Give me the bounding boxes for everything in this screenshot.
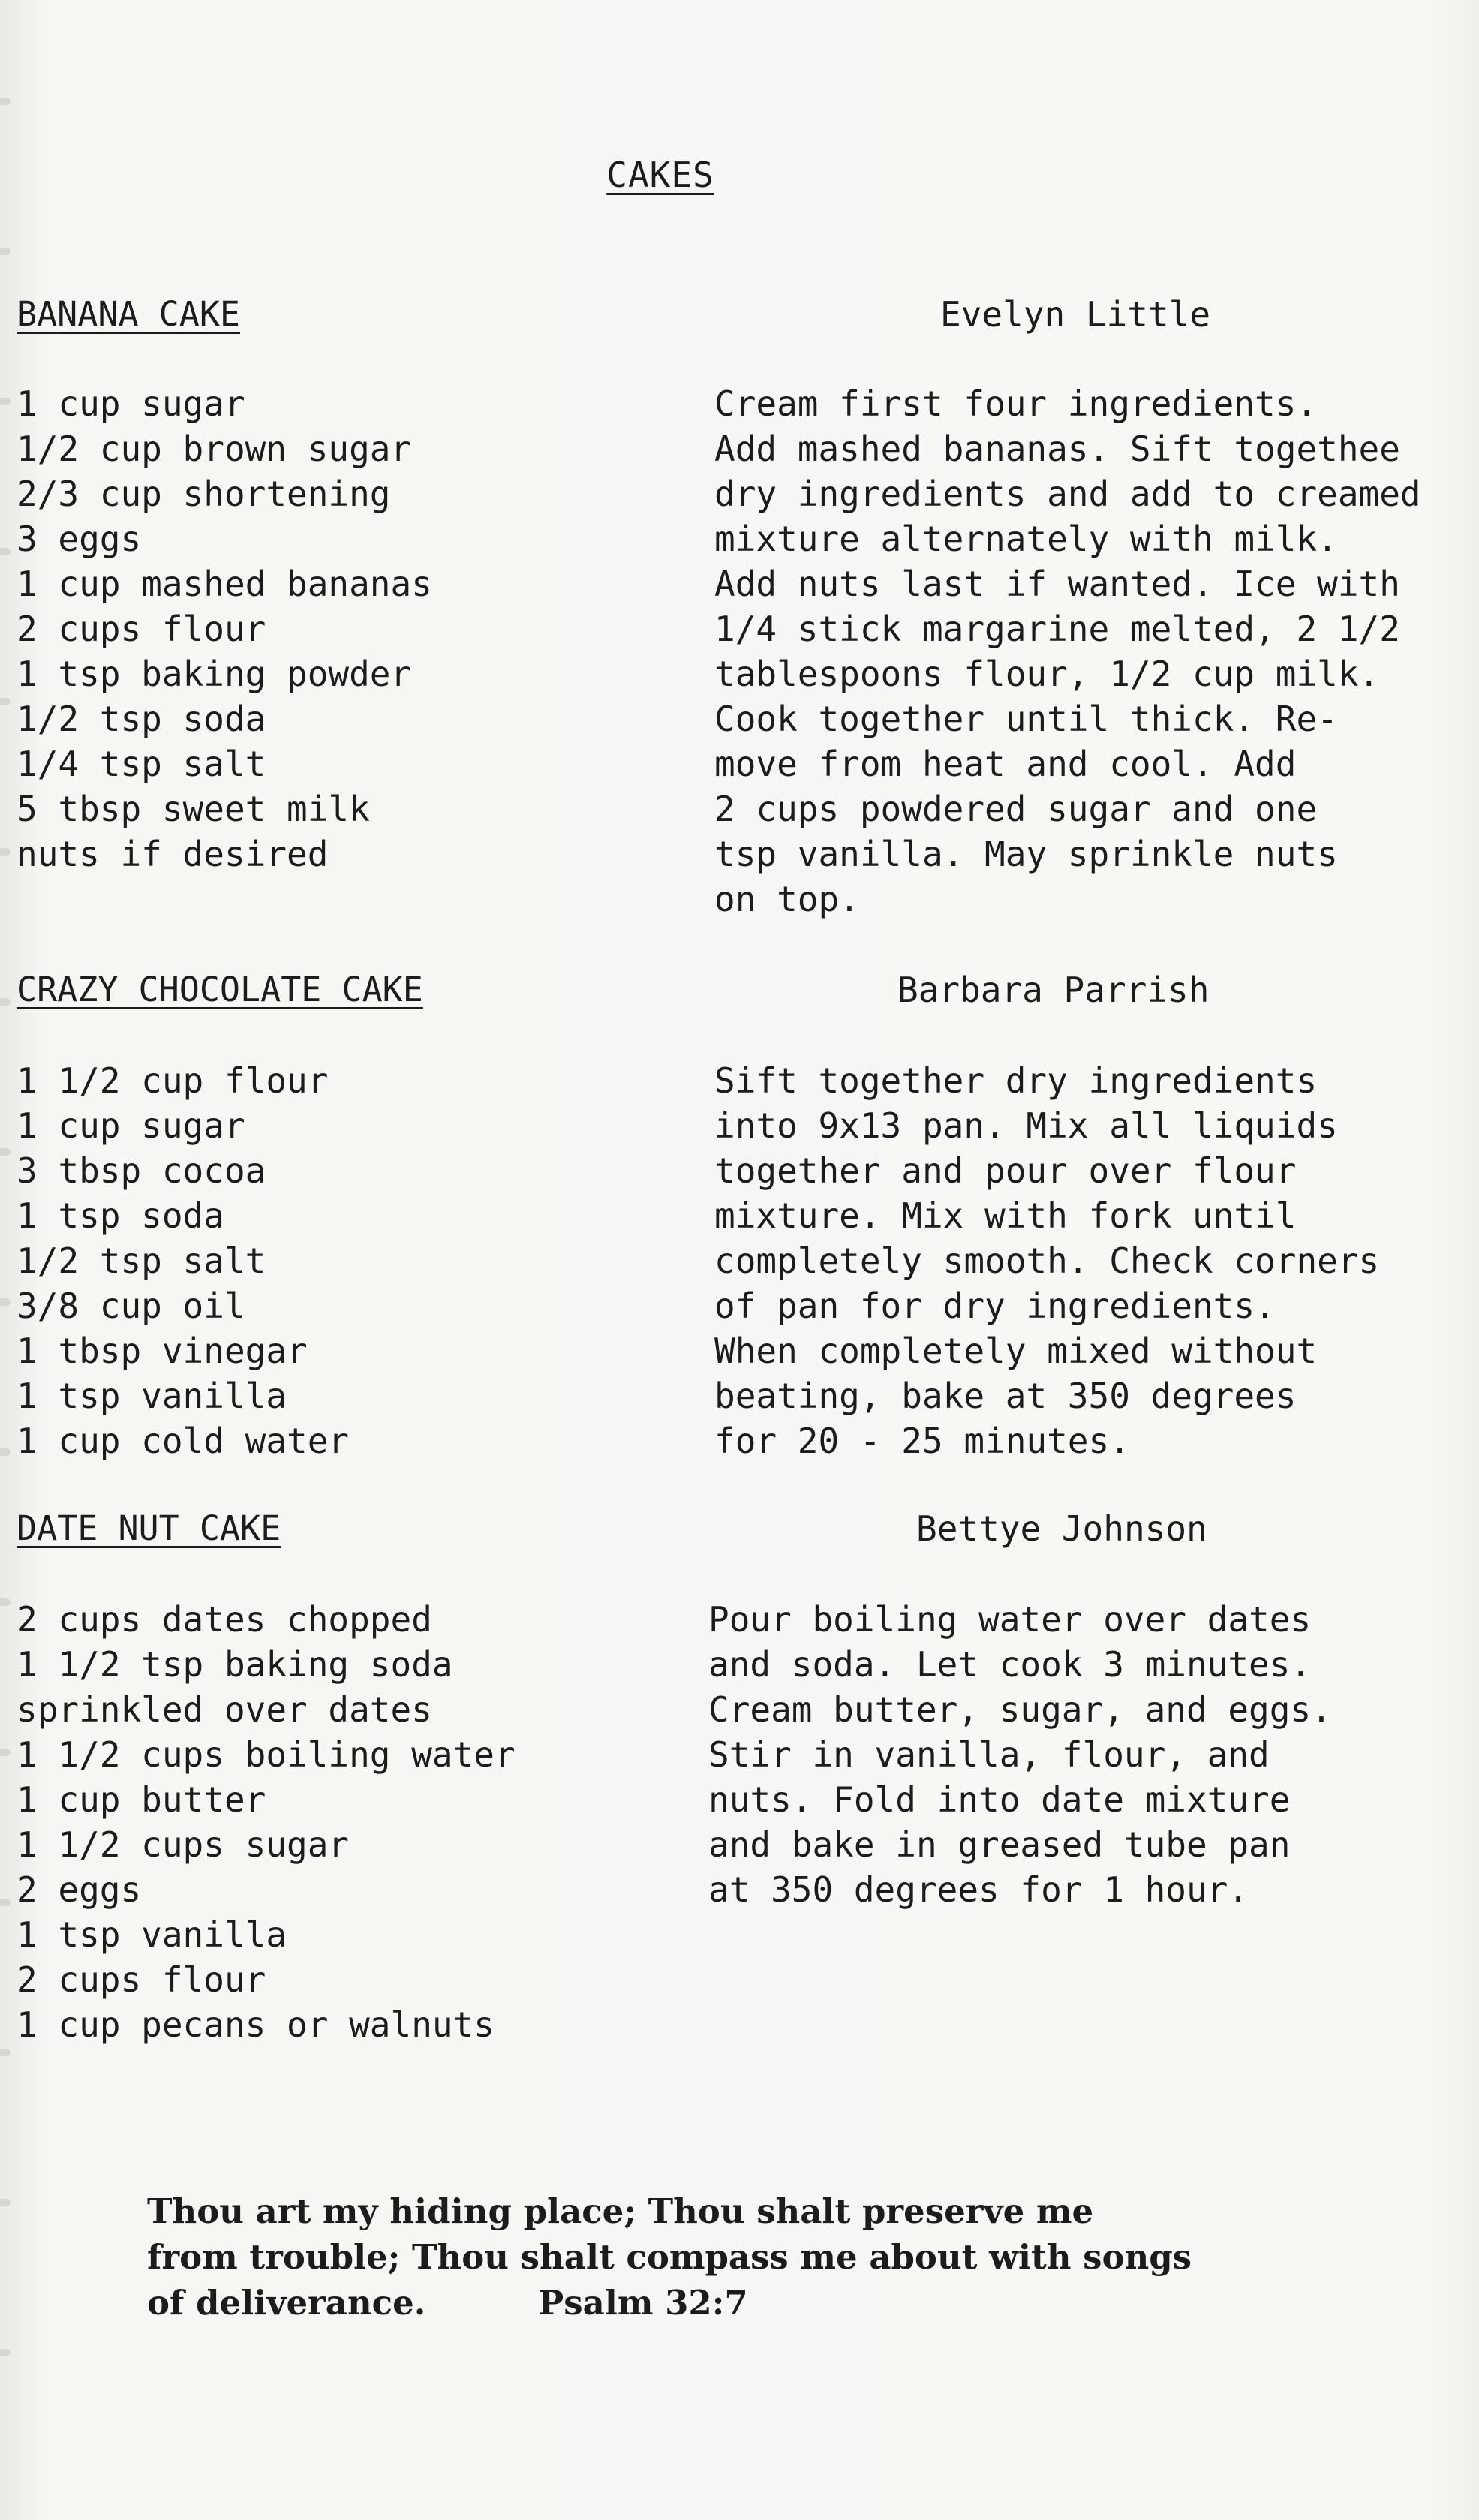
ingredient-item: 1 tbsp vinegar — [17, 1331, 308, 1371]
ingredient-item: 1 cup cold water — [17, 1421, 350, 1461]
instruction-line: of pan for dry ingredients. — [714, 1286, 1276, 1326]
verse-line — [147, 2280, 1192, 2326]
binding-hole — [0, 1148, 11, 1156]
instruction-line: into 9x13 pan. Mix all liquids — [714, 1105, 1338, 1146]
ingredient-item: 1/2 cup brown sugar — [17, 429, 412, 469]
instruction-lines — [708, 1597, 1332, 1912]
ingredient-item: 1 cup butter — [17, 1779, 266, 1820]
binding-hole — [0, 1298, 11, 1306]
instruction-line: for 20 - 25 minutes. — [714, 1421, 1130, 1461]
instruction-line: mixture. Mix with fork until — [714, 1195, 1297, 1236]
verse-line: from trouble; Thou shalt compass me about with songs — [147, 2237, 1192, 2277]
recipe-author: Bettye Johnson — [916, 1508, 1207, 1549]
ingredient-item: 1 cup pecans or walnuts — [17, 2004, 495, 2045]
recipe-author: Evelyn Little — [940, 294, 1211, 335]
page-title: CAKES — [606, 155, 714, 195]
ingredient-item: 1/2 tsp salt — [17, 1240, 266, 1281]
binding-hole — [0, 548, 11, 555]
instruction-line: on top. — [714, 879, 860, 919]
binding-hole — [0, 398, 11, 405]
binding-hole — [0, 2049, 11, 2056]
ingredient-list — [17, 1597, 516, 2047]
recipe-title: BANANA CAKE — [17, 294, 241, 334]
ingredient-item: nuts if desired — [17, 834, 329, 874]
ingredient-item: 1 tsp vanilla — [17, 1376, 287, 1416]
binding-hole — [0, 98, 11, 105]
ingredient-item: 1 tsp vanilla — [17, 1914, 287, 1955]
instruction-line: Sift together dry ingredients — [714, 1060, 1318, 1101]
instruction-line: mixture alternately with milk. — [714, 519, 1338, 559]
instruction-line: together and pour over flour — [714, 1150, 1297, 1191]
verse-line-text: of deliverance. — [147, 2283, 426, 2323]
instruction-line: Cook together until thick. Re- — [714, 699, 1338, 739]
ingredient-item: 1 1/2 cups boiling water — [17, 1734, 516, 1775]
ingredient-list — [17, 381, 432, 877]
binding-hole — [0, 998, 11, 1006]
instruction-line: Cream butter, sugar, and eggs. — [708, 1689, 1332, 1730]
instruction-lines — [714, 381, 1421, 922]
binding-hole — [0, 1749, 11, 1756]
recipe-title: CRAZY CHOCOLATE CAKE — [17, 970, 423, 1009]
binding-hole — [0, 848, 11, 856]
ingredient-item: 1 cup mashed bananas — [17, 564, 432, 604]
instruction-lines — [714, 1058, 1379, 1463]
instruction-line: When completely mixed without — [714, 1331, 1318, 1371]
instruction-line: Add mashed bananas. Sift togethee — [714, 429, 1400, 469]
ingredient-item: 1 1/2 cups sugar — [17, 1824, 350, 1865]
ingredient-item: 5 tbsp sweet milk — [17, 789, 370, 829]
ingredient-item: 3 eggs — [17, 519, 142, 559]
binding-hole — [0, 248, 11, 255]
ingredient-item: 1/2 tsp soda — [17, 699, 266, 739]
verse-line: Thou art my hiding place; Thou shalt preserve me — [147, 2191, 1094, 2231]
ingredient-item: 2 cups dates chopped — [17, 1599, 432, 1640]
instruction-line: tsp vanilla. May sprinkle nuts — [714, 834, 1338, 874]
instruction-line: Stir in vanilla, flour, and — [708, 1734, 1270, 1775]
ingredient-item: 1 tsp soda — [17, 1195, 224, 1236]
instruction-line: and bake in greased tube pan — [708, 1824, 1291, 1865]
scripture-verse — [147, 2188, 1192, 2326]
ingredient-list — [17, 1058, 349, 1463]
binding-hole — [0, 1598, 11, 1606]
ingredient-item: 2 eggs — [17, 1869, 142, 1910]
binding-hole — [0, 1899, 11, 1906]
binding-hole — [0, 2349, 11, 2356]
instruction-line: move from heat and cool. Add — [714, 744, 1297, 784]
recipe-author: Barbara Parrish — [897, 970, 1210, 1010]
ingredient-item: 2/3 cup shortening — [17, 474, 391, 514]
instruction-line: 1/4 stick margarine melted, 2 1/2 — [714, 609, 1400, 649]
instruction-line: Pour boiling water over dates — [708, 1599, 1312, 1640]
ingredient-item: 3/8 cup oil — [17, 1286, 245, 1326]
instruction-line: nuts. Fold into date mixture — [708, 1779, 1291, 1820]
ingredient-item: 1 cup sugar — [17, 383, 245, 424]
binding-hole — [0, 2199, 11, 2206]
instruction-line: at 350 degrees for 1 hour. — [708, 1869, 1249, 1910]
recipe-title: DATE NUT CAKE — [17, 1508, 281, 1548]
instruction-line: Cream first four ingredients. — [714, 383, 1318, 424]
instruction-line: Add nuts last if wanted. Ice with — [714, 564, 1400, 604]
ingredient-item: 3 tbsp cocoa — [17, 1150, 266, 1191]
binding-hole — [0, 698, 11, 705]
ingredient-item: 1 1/2 tsp baking soda — [17, 1644, 453, 1685]
instruction-line: dry ingredients and add to creamed — [714, 474, 1421, 514]
ingredient-item: 1 1/2 cup flour — [17, 1060, 329, 1101]
binding-hole — [0, 1448, 11, 1456]
ingredient-item: sprinkled over dates — [17, 1689, 432, 1730]
ingredient-item: 1/4 tsp salt — [17, 744, 266, 784]
instruction-line: tablespoons flour, 1/2 cup milk. — [714, 654, 1380, 694]
ingredient-item: 2 cups flour — [17, 609, 266, 649]
ingredient-item: 1 cup sugar — [17, 1105, 245, 1146]
ingredient-item: 2 cups flour — [17, 1959, 266, 2000]
instruction-line: beating, bake at 350 degrees — [714, 1376, 1297, 1416]
instruction-line: and soda. Let cook 3 minutes. — [708, 1644, 1312, 1685]
verse-reference: Psalm 32:7 — [538, 2283, 748, 2323]
ingredient-item: 1 tsp baking powder — [17, 654, 412, 694]
instruction-line: 2 cups powdered sugar and one — [714, 789, 1318, 829]
instruction-line: completely smooth. Check corners — [714, 1240, 1380, 1281]
